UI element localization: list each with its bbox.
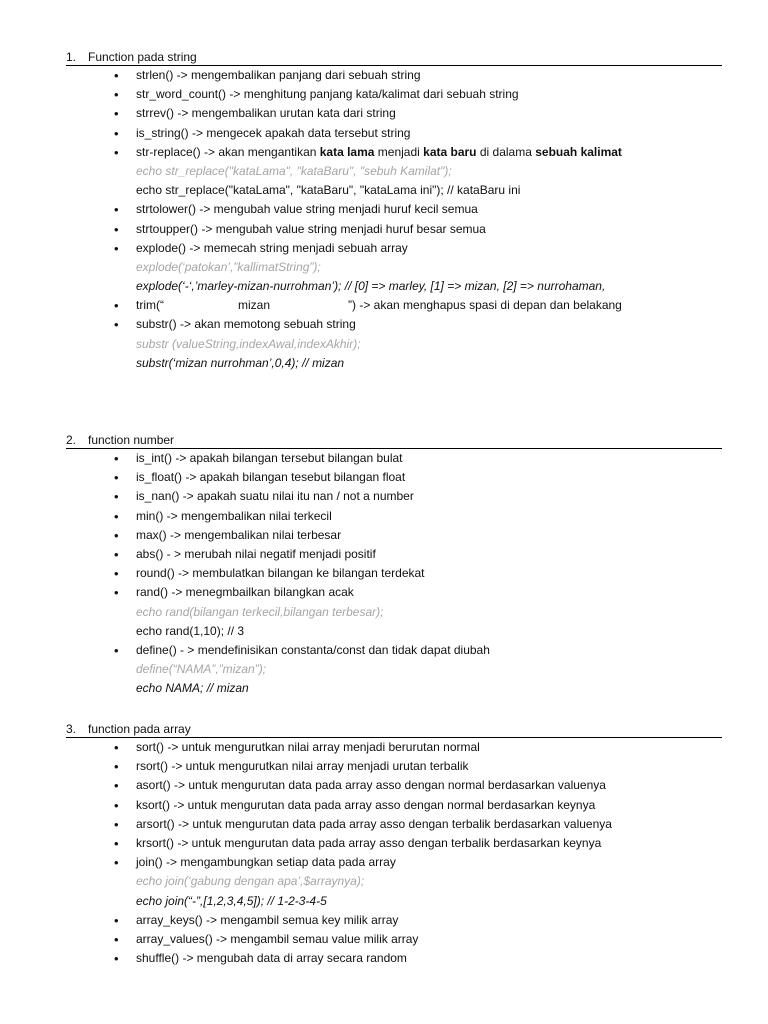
code-example: echo rand(1,10); // 3 (136, 623, 245, 638)
bold-text: sebuah kalimat (535, 144, 622, 159)
text: str-replace() -> akan mengantikan (136, 144, 320, 159)
list-item-shuffle: • shuffle() -> mengubah data di array secara random (66, 949, 722, 968)
list-item-join: • join() -> mengambungkan setiap data pada array (66, 853, 722, 872)
list-item-rand: • rand() -> menegmbailkan bilangkan acak (66, 583, 722, 602)
section-heading (66, 47, 722, 66)
list-item-round: • round() -> membulatkan bilangan ke bilangan terdekat (66, 564, 722, 583)
list-item-is-float: • is_float() -> apakah bilangan tesebut bilangan float (66, 468, 722, 487)
list-item-abs: • abs() - > merubah nilai negatif menjadi positif (66, 545, 722, 564)
list-item-trim (66, 296, 722, 315)
code-example: echo join(“-”,[1,2,3,4,5]); // 1-2-3-4-5 (136, 893, 327, 908)
list-item-is-string: • is_string() -> mengecek apakah data tersebut string (66, 124, 722, 143)
number-function-list (66, 449, 722, 698)
code-syntax: define(“NAMA”,”mizan”); (136, 662, 267, 677)
code-syntax: echo rand(bilangan terkecil,bilangan terbesar); (136, 604, 384, 619)
code-example: echo str_replace("kataLama", "kataBaru", "kataLama ini"); // kataBaru ini (136, 183, 521, 198)
list-item-ksort: • ksort() -> untuk mengurutan data pada array asso dengan normal berdasarkan keynya (66, 796, 722, 815)
text: ”) -> akan menghapus spasi di depan dan belakang (348, 298, 622, 313)
list-item-substr: • substr() -> akan memotong sebuah string (66, 315, 722, 334)
section-heading (66, 430, 722, 449)
section-heading (66, 719, 722, 738)
list-item-define: • define() - > mendefinisikan constanta/const dan tidak dapat diubah (66, 641, 722, 660)
array-function-list (66, 738, 722, 968)
list-item-max: • max() -> mengembalikan nilai terbesar (66, 526, 722, 545)
string-function-list (66, 66, 722, 373)
list-item-str-word-count: • str_word_count() -> menghitung panjang kata/kalimat dari sebuah string (66, 85, 722, 104)
code-example: substr(‘mizan nurrohman’,0,4); // mizan (136, 355, 345, 370)
list-item-strrev: • strrev() -> mengembalikan urutan kata dari string (66, 104, 722, 123)
list-item-strlen: • strlen() -> mengembalikan panjang dari sebuah string (66, 66, 722, 85)
list-item-rsort: • rsort() -> untuk mengurutkan nilai array menjadi urutan terbalik (66, 757, 722, 776)
text: trim(“ (136, 298, 164, 313)
text: menjadi (374, 144, 424, 159)
code-syntax: explode(‘patokan’,”kallimatString”); (136, 259, 321, 274)
text: di dalama (476, 144, 536, 159)
section-title: Function pada string (88, 50, 197, 64)
list-item-array-values: • array_values() -> mengambil semau value milik array (66, 930, 722, 949)
list-item-array-keys: • array_keys() -> mengambil semua key milik array (66, 911, 722, 930)
bold-text: kata lama (319, 144, 375, 159)
text: mizan (238, 298, 271, 313)
section-array-functions (66, 719, 722, 968)
list-item-is-int: • is_int() -> apakah bilangan tersebut bilangan bulat (66, 449, 722, 468)
code-syntax: echo str_replace("kataLama", "kataBaru", "sebuh Kamilat"); (136, 163, 452, 178)
code-example: echo NAMA; // mizan (136, 681, 249, 696)
list-item-krsort: • krsort() -> untuk mengurutan data pada array asso dengan terbalik berdasarkan keynya (66, 834, 722, 853)
list-item-min: • min() -> mengembalikan nilai terkecil (66, 507, 722, 526)
list-item-asort: • asort() -> untuk mengurutan data pada array asso dengan normal berdasarkan valuenya (66, 776, 722, 795)
section-number: 1. (66, 50, 77, 64)
section-number: 3. (66, 722, 77, 736)
section-title: function pada array (88, 722, 191, 736)
code-example: explode(‘-‘,’marley-mizan-nurrohman’); // [0] => marley, [1] => mizan, [2] => nurrohaman, (136, 279, 606, 294)
list-item-str-replace (66, 143, 722, 162)
list-item-strtolower: • strtolower() -> mengubah value string menjadi huruf kecil semua (66, 200, 722, 219)
list-item-explode: • explode() -> memecah string menjadi sebuah array (66, 239, 722, 258)
list-item-is-nan: • is_nan() -> apakah suatu nilai itu nan / not a number (66, 487, 722, 506)
section-number-functions (66, 430, 722, 698)
code-syntax: substr (valueString,indexAwal,indexAkhir); (136, 336, 361, 351)
list-item-arsort: • arsort() -> untuk mengurutan data pada array asso dengan terbalik berdasarkan valuenya (66, 815, 722, 834)
code-syntax: echo join(‘gabung dengan apa’,$arraynya); (136, 874, 365, 889)
section-string-functions (66, 47, 722, 373)
section-title: function number (88, 433, 175, 447)
bold-text: kata baru (423, 144, 477, 159)
list-item-sort: • sort() -> untuk mengurutkan nilai array menjadi berurutan normal (66, 738, 722, 757)
list-item-strtoupper: • strtoupper() -> mengubah value string menjadi huruf besar semua (66, 220, 722, 239)
section-number: 2. (66, 433, 77, 447)
